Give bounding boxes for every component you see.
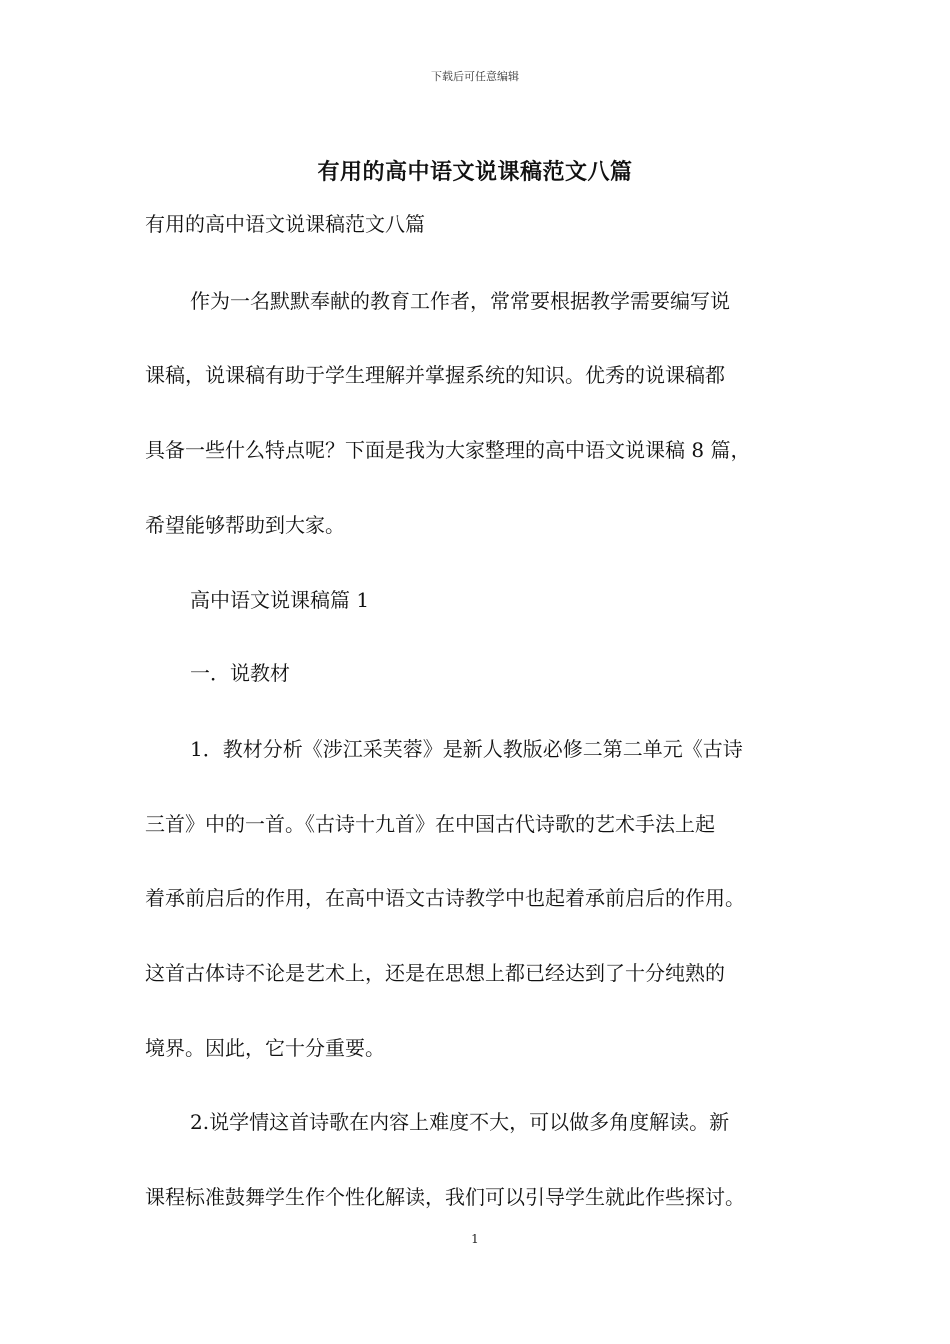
section-heading: 高中语文说课稿篇 1 [190,588,370,612]
paragraph-line: 课稿，说课稿有助于学生理解并掌握系统的知识。优秀的说课稿都 [145,363,725,387]
paragraph-line: 希望能够帮助到大家。 [145,513,345,537]
header-note: 下载后可任意编辑 [431,70,519,83]
paragraph-line: 三首》中的一首。《古诗十九首》在中国古代诗歌的艺术手法上起 [145,812,715,836]
subsection-heading: 一．说教材 [190,661,290,685]
document-title: 有用的高中语文说课稿范文八篇 [317,159,633,185]
subtitle-line: 有用的高中语文说课稿范文八篇 [145,212,425,236]
paragraph-line: 课程标准鼓舞学生作个性化解读，我们可以引导学生就此作些探讨。 [145,1185,745,1209]
paragraph-line: 1．教材分析《涉江采芙蓉》是新人教版必修二第二单元《古诗 [190,737,743,761]
paragraph-line: 这首古体诗不论是艺术上，还是在思想上都已经达到了十分纯熟的 [145,961,725,985]
paragraph-line: 具备一些什么特点呢？下面是我为大家整理的高中语文说课稿 8 篇， [145,438,751,462]
page-number: 1 [471,1232,479,1246]
paragraph-line: 作为一名默默奉献的教育工作者，常常要根据教学需要编写说 [190,289,730,313]
paragraph-line: 2.说学情这首诗歌在内容上难度不大，可以做多角度解读。新 [190,1110,730,1134]
paragraph-line: 境界。因此，它十分重要。 [145,1036,385,1060]
paragraph-line: 着承前启后的作用，在高中语文古诗教学中也起着承前启后的作用。 [145,886,745,910]
